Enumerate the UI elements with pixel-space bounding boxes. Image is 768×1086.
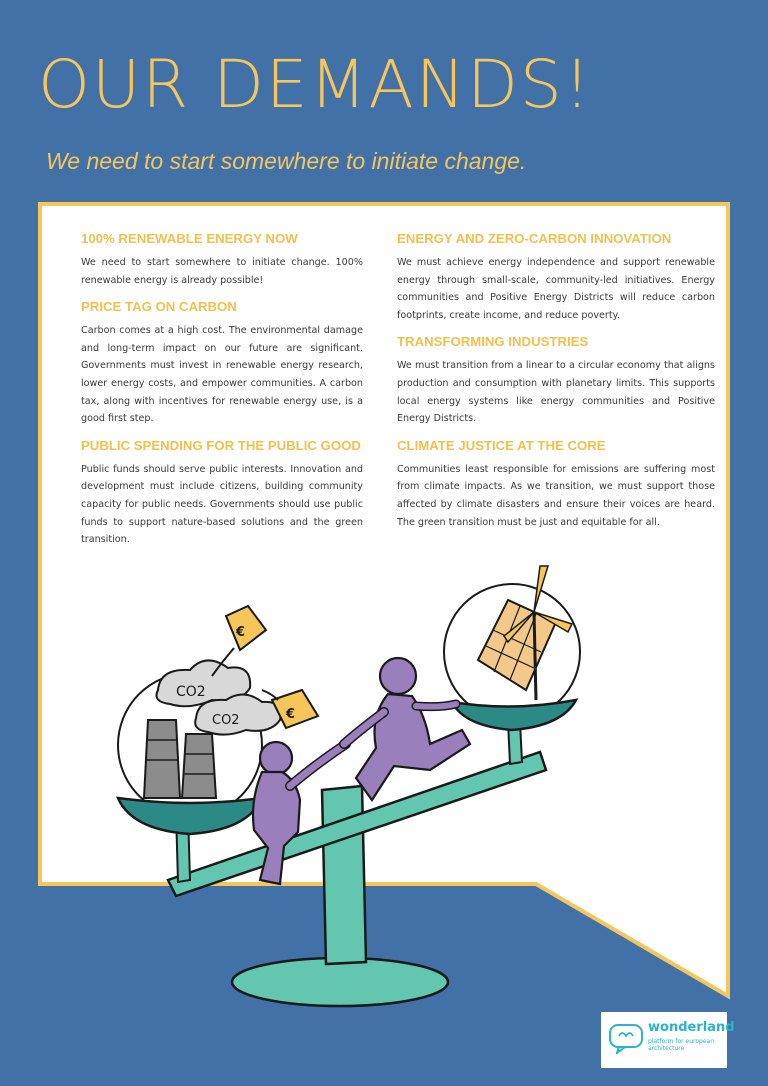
co2-label: CO2 [212,713,240,728]
page-title: OUR DEMANDS! [38,46,593,123]
page-subtitle: We need to start somewhere to initiate change. [46,148,527,174]
person-figure-large [344,658,470,800]
balance-scale-illustration [110,560,670,1020]
section-heading: PRICE TAG ON CARBON [81,299,237,315]
chimney-icon [182,734,216,798]
right-pan [452,700,576,730]
section-heading: PUBLIC SPENDING FOR THE PUBLIC GOOD [81,437,361,453]
left-column [81,231,363,559]
co2-label: CO2 [176,684,206,700]
logo-name: wonderland [648,1020,735,1035]
chimney-icon [144,720,180,798]
section-body: We need to start somewhere to initiate change. 100% renewable energy is already possible! [81,257,363,286]
logo-tagline: platform for european architecture [648,1038,715,1052]
euro-symbol: € [286,707,296,722]
right-column [397,231,715,541]
section-body: We must transition from a linear to a circular economy that aligns production and consumption with planetary limits. This supports local energy systems like energy communities and Positive Energy Districts. [397,360,715,425]
scale-base [232,958,448,1006]
section-heading: CLIMATE JUSTICE AT THE CORE [397,437,606,453]
section-body: Communities least responsible for emissions are suffering most from climate impacts. As we transition, we must support those affected by climate disasters and ensure their voices are heard. The green transition must be just and equitable for all. [397,463,715,528]
price-tag-icon [226,606,266,650]
section-body: We must achieve energy independence and support renewable energy through small-scale, community-led initiatives. Energy communities and Positive Energy Districts will reduce carbon footprints, create income, and reduce poverty. [397,257,715,321]
logo-icon [609,1024,643,1054]
wind-turbine-icon [534,612,536,700]
euro-symbol: € [236,625,246,640]
section-heading: ENERGY AND ZERO-CARBON INNOVATION [397,231,672,246]
section-body: Carbon comes at a high cost. The environmental damage and long-term impact on our future are significant. Governments must invest in renewable energy research, lower energy costs, and empower communities. A carbon tax, along with incentives for renewable energy use, is a good first step. [81,325,363,425]
section-heading: 100% RENEWABLE ENERGY NOW [81,231,298,246]
section-heading: TRANSFORMING INDUSTRIES [397,334,589,350]
wonderland-logo[interactable] [601,1012,735,1068]
section-body: Public funds should serve public interests. Innovation and development must include citizens, building community capacity for public needs. Governments should use public funds to support nature-based solutions and the green transition. [81,463,363,546]
left-pan [118,798,262,834]
scale-post [322,786,366,964]
